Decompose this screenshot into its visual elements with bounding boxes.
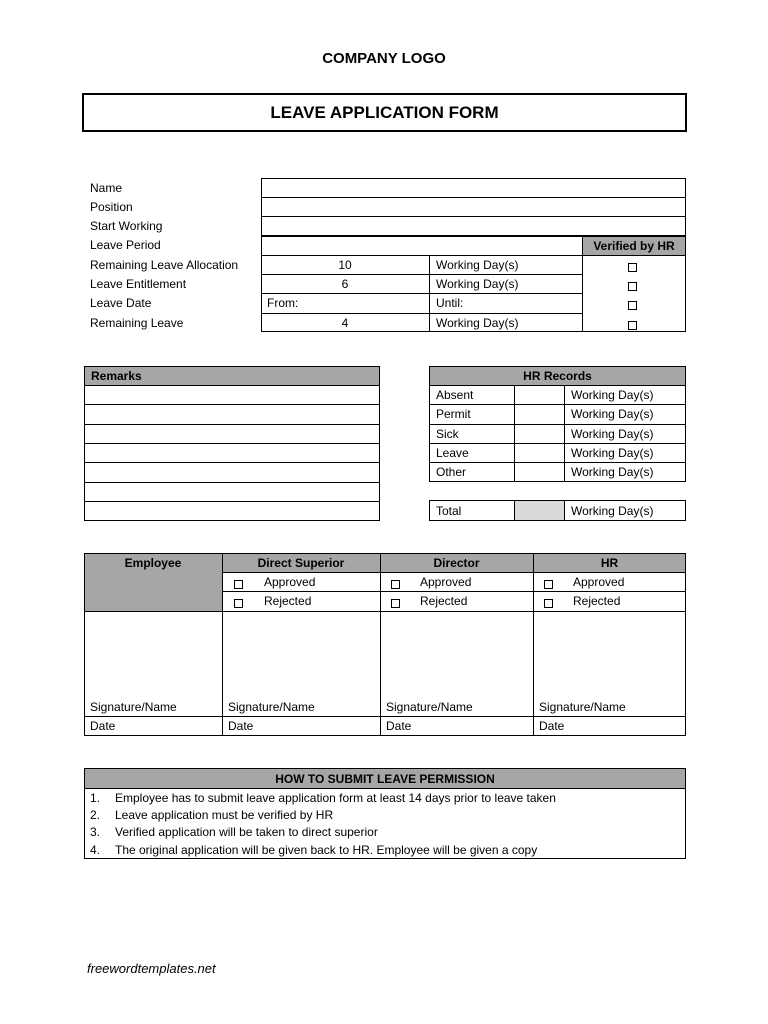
name-field[interactable]: [261, 178, 686, 198]
verified-by-hr-label: Verified by HR: [593, 239, 675, 253]
hr-row-leave: Leave: [436, 445, 469, 460]
instruction-text-2: Leave application must be verified by HR: [115, 807, 334, 822]
instruction-num-1: 1.: [90, 790, 101, 805]
superior-signature-label: Signature/Name: [228, 700, 315, 714]
hr-unit-sick: Working Day(s): [571, 426, 654, 441]
position-field[interactable]: [261, 197, 686, 217]
entitlement-unit: Working Day(s): [436, 276, 519, 291]
director-date-label[interactable]: Date: [386, 718, 412, 733]
superior-date-label[interactable]: Date: [228, 718, 254, 733]
form-title: LEAVE APPLICATION FORM: [270, 102, 499, 122]
label-remaining-allocation: Remaining Leave Allocation: [90, 257, 239, 272]
director-rejected-checkbox[interactable]: [391, 595, 400, 613]
hr-unit-permit: Working Day(s): [571, 406, 654, 421]
col-hr: HR: [600, 555, 619, 570]
col-director: Director: [433, 555, 480, 570]
hr-rejected-checkbox[interactable]: [544, 595, 553, 613]
instruction-num-3: 3.: [90, 824, 101, 839]
instruction-num-2: 2.: [90, 807, 101, 822]
superior-rejected-checkbox[interactable]: [234, 595, 243, 613]
superior-approved-checkbox[interactable]: [234, 576, 243, 594]
remaining-leave-value[interactable]: 4: [341, 315, 349, 330]
label-remaining-leave: Remaining Leave: [90, 315, 184, 330]
verified-checkbox-3[interactable]: [628, 297, 637, 315]
hr-unit-leave: Working Day(s): [571, 445, 654, 460]
remarks-label: Remarks: [91, 369, 142, 383]
hr-rejected-label: Rejected: [573, 593, 621, 608]
superior-rejected-label: Rejected: [264, 593, 312, 608]
hr-date-label[interactable]: Date: [539, 718, 565, 733]
footer-website[interactable]: freewordtemplates.net: [87, 961, 216, 976]
instruction-text-3: Verified application will be taken to direct superior: [115, 824, 378, 839]
hr-total-label: Total: [436, 503, 462, 518]
label-name: Name: [90, 180, 123, 195]
director-rejected-label: Rejected: [420, 593, 468, 608]
hr-row-other: Other: [436, 464, 467, 479]
hr-unit-other: Working Day(s): [571, 464, 654, 479]
hr-row-permit: Permit: [436, 406, 471, 421]
director-approved-label: Approved: [420, 574, 472, 589]
remaining-allocation-value[interactable]: 10: [338, 257, 352, 272]
leave-date-from[interactable]: From:: [267, 295, 299, 310]
remarks-header: [84, 366, 380, 386]
entitlement-value[interactable]: 6: [341, 276, 349, 291]
hr-row-absent: Absent: [436, 387, 474, 402]
director-signature-label: Signature/Name: [386, 700, 473, 714]
hr-row-sick: Sick: [436, 426, 459, 441]
instruction-text-1: Employee has to submit leave application form at least 14 days prior to leave taken: [115, 790, 556, 805]
verified-checkbox-2[interactable]: [628, 278, 637, 296]
leave-period-field[interactable]: [261, 236, 583, 256]
hr-unit-absent: Working Day(s): [571, 387, 654, 402]
instructions-header: [84, 768, 686, 789]
hr-approved-label: Approved: [573, 574, 625, 589]
employee-date-label[interactable]: Date: [90, 718, 116, 733]
form-title-box: [82, 93, 687, 132]
col-employee: Employee: [124, 555, 182, 570]
instruction-text-4: The original application will be given back to HR. Employee will be given a copy: [115, 842, 538, 857]
director-approved-checkbox[interactable]: [391, 576, 400, 594]
verified-checkbox-4[interactable]: [628, 317, 637, 335]
verified-by-hr-header: [582, 236, 686, 256]
label-leave-date: Leave Date: [90, 295, 152, 310]
hr-records-label: HR Records: [523, 369, 592, 383]
instruction-num-4: 4.: [90, 842, 101, 857]
employee-signature-label: Signature/Name: [90, 700, 177, 714]
label-leave-period: Leave Period: [90, 237, 161, 252]
hr-records-header: [429, 366, 686, 386]
leave-date-until[interactable]: Until:: [436, 295, 464, 310]
hr-total-unit: Working Day(s): [571, 503, 654, 518]
superior-approved-label: Approved: [264, 574, 316, 589]
label-start-working: Start Working: [90, 218, 163, 233]
start-working-field[interactable]: [261, 216, 686, 236]
instructions-title: HOW TO SUBMIT LEAVE PERMISSION: [275, 771, 495, 786]
hr-approved-checkbox[interactable]: [544, 576, 553, 594]
remaining-leave-unit: Working Day(s): [436, 315, 519, 330]
label-leave-entitlement: Leave Entitlement: [90, 276, 187, 291]
label-position: Position: [90, 199, 133, 214]
verified-checkbox-1[interactable]: [628, 259, 637, 277]
col-direct-superior: Direct Superior: [257, 555, 345, 570]
hr-signature-label: Signature/Name: [539, 700, 626, 714]
hr-total-value-cell[interactable]: [515, 501, 564, 520]
company-logo: COMPANY LOGO: [322, 50, 446, 67]
remaining-allocation-unit: Working Day(s): [436, 257, 519, 272]
